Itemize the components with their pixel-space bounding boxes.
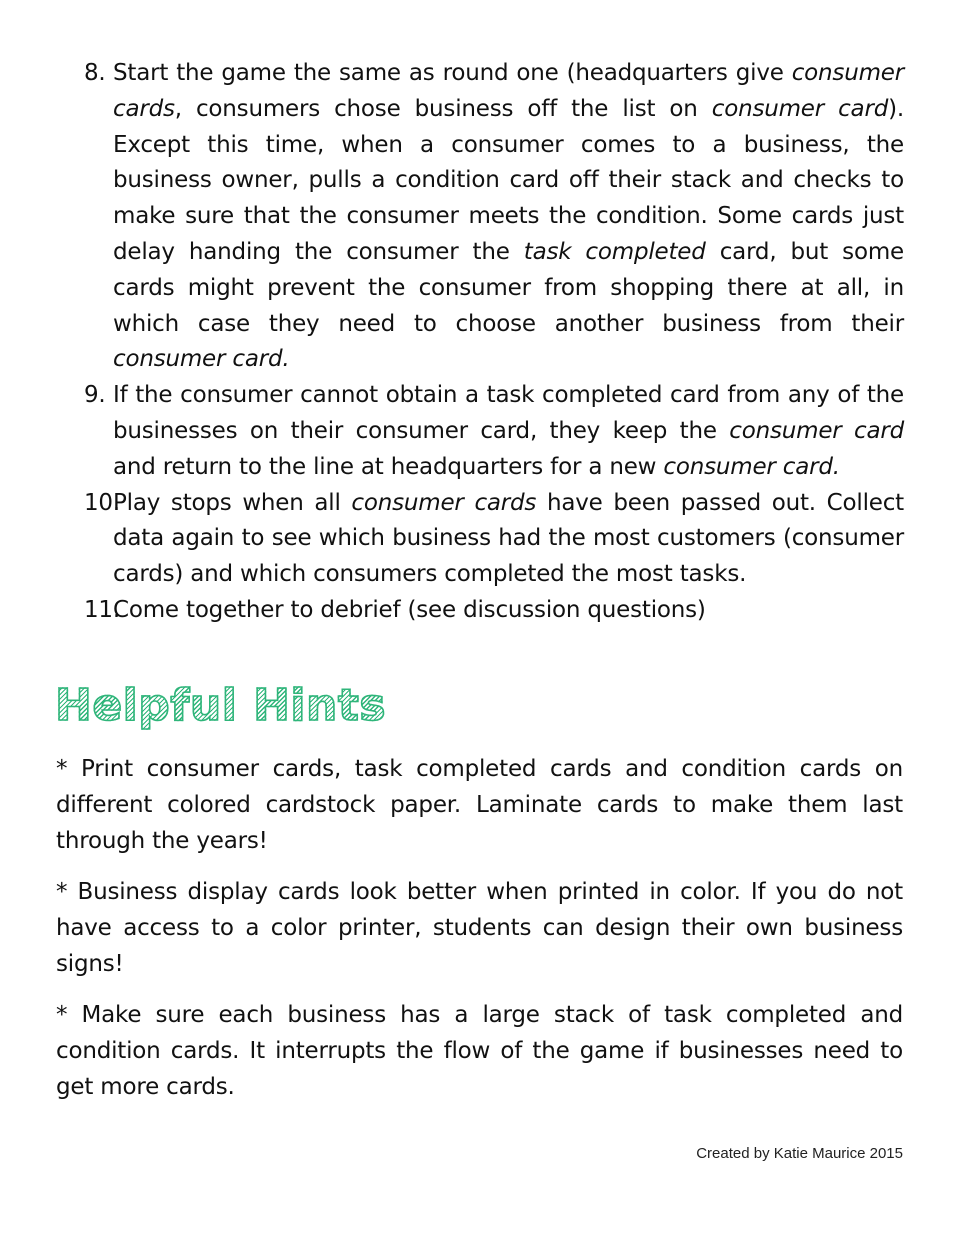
step-item bbox=[84, 593, 904, 629]
step-text-segment-italic: consumer card bbox=[711, 95, 889, 122]
step-text-segment-italic: consumer cards bbox=[351, 489, 537, 516]
helpful-hints-heading: Helpful Hints bbox=[55, 676, 386, 736]
step-number: 9. bbox=[84, 382, 106, 409]
helpful-hints-list bbox=[56, 751, 903, 1120]
step-item bbox=[84, 56, 904, 378]
step-text-segment-italic: consumer card. bbox=[663, 453, 840, 480]
step-text-segment: and return to the line at headquarters for a new bbox=[113, 453, 664, 480]
step-number: 11. bbox=[84, 596, 120, 623]
step-text-segment-italic: consumer card. bbox=[113, 346, 290, 373]
step-text-segment-italic: consumer cards bbox=[113, 60, 904, 122]
step-text-segment: ). Except this time, when a consumer comes to a business, the business owner, pulls a condition card off their stack and checks to make sure that the consumer meets the condition. Some cards just delay handing the consumer the bbox=[113, 95, 904, 265]
step-number: 10. bbox=[84, 489, 120, 516]
step-text-segment-italic: task completed bbox=[523, 238, 706, 265]
hint-item: * Make sure each business has a large stack of task completed and condition cards. It interrupts the flow of the game if businesses need to get more cards. bbox=[56, 1002, 903, 1100]
step-text bbox=[113, 486, 904, 593]
instruction-steps-list bbox=[84, 56, 904, 629]
step-text-segment: Come together to debrief (see discussion questions) bbox=[113, 596, 706, 623]
step-text-segment: , consumers chose business off the list on bbox=[174, 95, 712, 122]
step-text bbox=[113, 56, 904, 378]
hint-item: * Print consumer cards, task completed cards and condition cards on different colored cardstock paper. Laminate cards to make them last through the years! bbox=[56, 756, 903, 854]
step-text-segment-italic: consumer card bbox=[729, 417, 904, 444]
step-text-segment: have been passed out. Collect data again to see which business had the most customers (consumer cards) and which consumers completed the most tasks. bbox=[113, 489, 904, 588]
step-number: 8. bbox=[84, 60, 106, 86]
step-text bbox=[113, 593, 904, 629]
hint-item: * Business display cards look better when printed in color. If you do not have access to a color printer, students can design their own business signs! bbox=[56, 879, 903, 977]
step-text-segment: card, but some cards might prevent the consumer from shopping there at all, in which case they need to choose another business from their bbox=[113, 238, 904, 337]
step-item bbox=[84, 486, 904, 593]
step-text-segment: Play stops when all bbox=[113, 489, 352, 516]
step-text bbox=[113, 378, 904, 485]
step-text-segment: If the consumer cannot obtain a task completed card from any of the businesses on their consumer card, they keep the bbox=[113, 382, 904, 444]
footer-credit: Created by Katie Maurice 2015 bbox=[696, 1145, 903, 1162]
step-item bbox=[84, 378, 904, 485]
step-text-segment: Start the game the same as round one (headquarters give bbox=[113, 60, 792, 86]
